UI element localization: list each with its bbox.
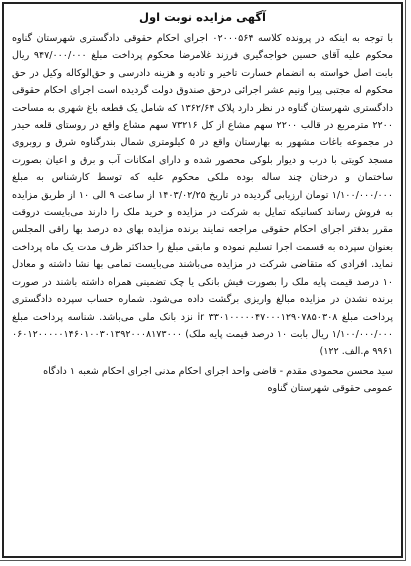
notice-title: آگهی مزایده نوبت اول (139, 10, 266, 24)
notice-body: با توجه به اینکه در پرونده کلاسه ۰۲۰۰۰۵۶۴ اجرای احکام حقوقی دادگستری شهرستان گناوه محکوم علیه آقای حسین خواجه‌گیری فرزند غلامرضا محکوم پرداخت مبلغ ۹۴۷/۰۰۰/۰۰۰ ریال بابت اصل خواسته به انضمام خسارت تاخیر و تادیه و هزینه دادرسی و حق‌الوکاله وکیل در حق محکوم له مجتبی پیرا ونیم عشر اجرائی درحق صندوق دولت گردیده است اجرای احکام حقوقی دادگستری شهرستان گناوه در نظر دارد پلاک ۱۳۶۲/۶۴ که شامل یک قطعه باغ شهری به مساحت ۲۲۰۰ مترمربع در قالب ۲۲۰۰ سهم مشاع از کل ۷۳۲۱۶ سهم مشاع واقع در روستای قلعه حیدر در مجموعه باغات مشهور به بهارستان واقع در ۵ کیلومتری شمال بندرگناوه شرق و روبروی مسجد کویتی با درب و دیوار بلوکی محصور شده و دارای امکانات آب و برق و اعیان بصورت ساختمان و درختان چند ساله بوده ملکی محکوم علیه که توسط کارشناس به مبلغ ۱/۱۰۰/۰۰۰/۰۰۰ تومان ارزیابی گردیده در تاریخ ۱۴۰۳/۰۲/۲۵ از ساعت ۹ الی ۱۰ از طریق مزایده به فروش رساند کسانیکه تمایل به شرکت در مزایده و خرید ملک را دارند می‌بایست دروقت مقرر بدفتر اجرای احکام حقوقی مراجعه نمایند برنده مزایده بهای ده درصد بها راقی المجلس بعنوان سپرده به قسمت اجرا تسلیم نموده و مابقی مبلغ را حداکثر ظرف مدت یک ماه پرداخت نماید. افرادی که متقاضی شرکت در مزایده می‌باشند می‌بایست تمامی بها نشا داشته و معادل ۱۰ درصد قیمت پایه ملک را بصورت فیش بانکی یا چک تضمینی همراه داشته باشند در صورت برنده نشدن در مزایده مبالغ واریزی برگشت داده می‌شود. شماره حساب سپرده دادگستری پرداخت مبلغ ir ۳۳۰۱۰۰۰۰۰۴۷۰۰۰۱۲۹۰۷۸۵۰۳۰۸ نزد بانک ملی می‌باشد. شناسه پرداخت مبلغ ۱/۱۰۰/۰۰۰/۰۰۰ ریال بابت ۱۰ درصد قیمت پایه ملک) ۰۶۰۱۲۰۰۰۰۰۱۴۶۰۱۰۰۳۰۱۳۹۲۰۰۰۸۱۷۳۰۰۰ ۹۹۶۱ م.الف. ۱۲۲) (12, 33, 394, 358)
notice-signature: سید محسن محمودی مقدم - قاضی واحد اجرای احکام مدنی اجرای احکام شعبه ۱ دادگاه عمومی حقوقی شهرستان گناوه (43, 365, 393, 395)
auction-notice (2, 2, 403, 558)
